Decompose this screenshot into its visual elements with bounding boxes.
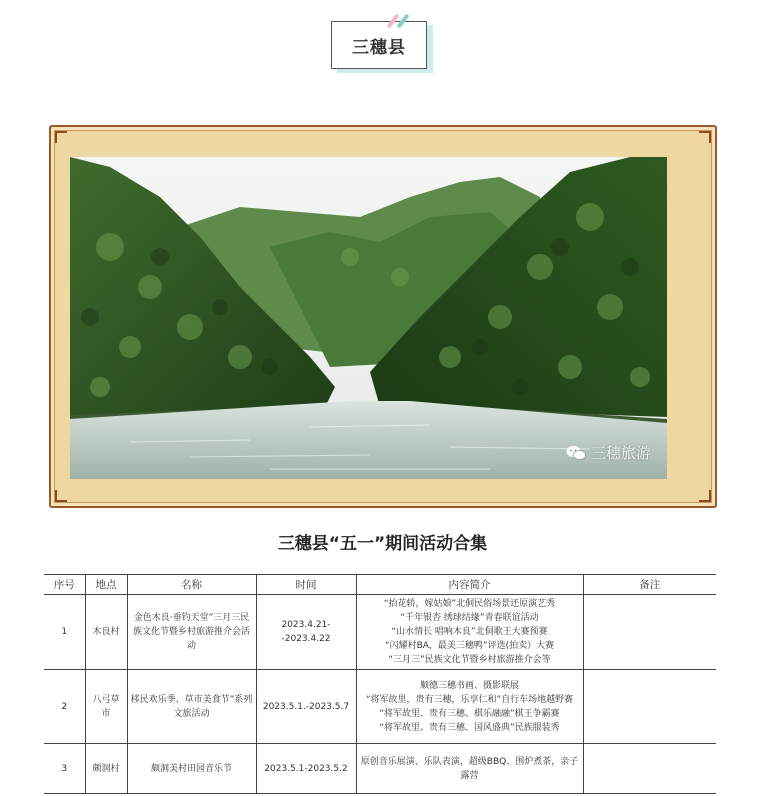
wechat-icon <box>566 445 586 461</box>
watermark-text: 三穗旅游 <box>590 444 651 462</box>
column-header-place: 地点 <box>85 575 127 595</box>
frame-corner-ornament <box>699 490 711 502</box>
content-line: “千年银杏 绣球结缘”青春联谊活动 <box>400 613 539 623</box>
cell-place: 颇洞村 <box>85 744 127 794</box>
cell-place: 木良村 <box>85 595 127 670</box>
content-line: “将军故里，贵有三穗，乐享仁和”自行车场地越野赛 <box>365 694 574 705</box>
frame-corner-ornament <box>55 131 67 143</box>
cell-remark <box>583 595 716 670</box>
cell-time: 2023.4.21--2023.4.22 <box>256 595 356 670</box>
table-row <box>44 595 716 670</box>
content-line: 顺德三穗书画、摄影联展 <box>419 680 519 691</box>
column-header-time: 时间 <box>256 575 356 595</box>
cell-no: 2 <box>44 670 85 744</box>
column-header-remark: 备注 <box>583 575 716 595</box>
cell-remark <box>583 744 716 794</box>
cell-place: 八弓草市 <box>85 670 127 744</box>
river-valley-photo <box>70 157 667 479</box>
cell-name: 颇洞美村田园音乐节 <box>127 744 256 794</box>
column-header-no: 序号 <box>44 575 85 595</box>
content-line: “将军故里、贵有三穗、国风盛典”民族服装秀 <box>379 722 560 733</box>
cell-time: 2023.5.1-2023.5.2 <box>256 744 356 794</box>
content-line: 原创音乐展演、乐队表演，超级BBQ、围炉煮茶，亲子露营 <box>360 756 579 781</box>
frame-corner-ornament <box>55 490 67 502</box>
header-badge <box>331 17 435 77</box>
content-line: “山水情长 唱响木良”北侗歌王大赛预赛 <box>391 627 548 637</box>
table-row <box>44 744 716 794</box>
county-name-title: 三穗县 <box>331 21 427 69</box>
content-line: “将军故里、贵有三穗、棋乐融融”棋王争霸赛 <box>379 708 560 719</box>
cell-name: 金色木良·垂钓天堂”三月三民族文化节暨乡村旅游推介会活动 <box>127 595 256 670</box>
table-header-row <box>44 575 716 595</box>
table-row <box>44 670 716 744</box>
cell-content <box>356 744 583 794</box>
cell-content <box>356 595 583 670</box>
article-title: 三穗县“五一”期间活动合集 <box>277 534 488 554</box>
cell-no: 1 <box>44 595 85 670</box>
cell-time: 2023.5.1.-2023.5.7 <box>256 670 356 744</box>
photo-frame <box>49 125 717 508</box>
content-line: “抬花轿，嫁姑娘”北侗民俗场景还原演艺秀 <box>383 599 556 609</box>
cell-no: 3 <box>44 744 85 794</box>
events-table <box>44 574 716 794</box>
frame-corner-ornament <box>699 131 711 143</box>
content-line: “闪耀村BA，最美三穗鸭”评选(拍卖）大赛 <box>384 641 555 651</box>
cell-remark <box>583 670 716 744</box>
content-line: “三月三”民族文化节暨乡村旅游推介会等 <box>388 655 551 665</box>
photo-watermark <box>566 442 651 463</box>
cell-name: 移民欢乐季、草市美食节”系列文旅活动 <box>127 670 256 744</box>
column-header-content: 内容简介 <box>356 575 583 595</box>
cell-content <box>356 670 583 744</box>
column-header-name: 名称 <box>127 575 256 595</box>
